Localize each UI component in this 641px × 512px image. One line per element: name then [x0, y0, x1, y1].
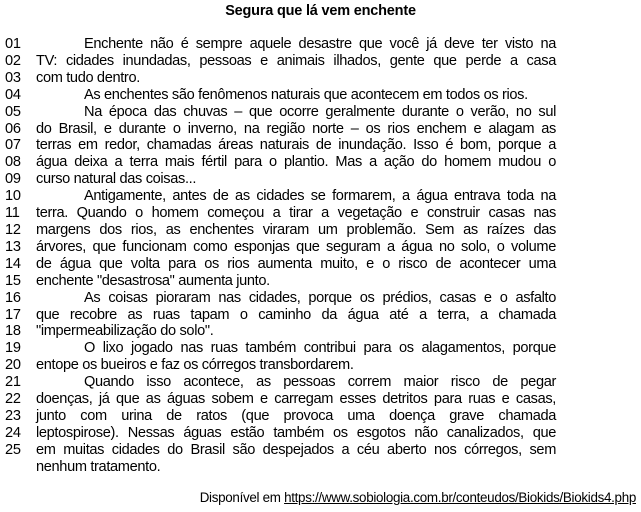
line-text: TV: cidades inundadas, pessoas e animais ilhados, gente que perde a casa	[36, 52, 556, 69]
line-text: terra. Quando o homem começou a tirar a vegetação e construir casas nas	[36, 205, 556, 222]
text-line	[0, 154, 641, 171]
line-number: 09	[5, 171, 21, 188]
line-number: 16	[5, 289, 21, 306]
line-text: O lixo jogado nas ruas também contribui para os alagamentos, porque	[84, 340, 556, 357]
line-number: 21	[5, 374, 21, 391]
text-line	[0, 222, 641, 239]
text-line	[0, 357, 641, 374]
text-line	[0, 374, 641, 391]
line-number: 14	[5, 255, 21, 272]
text-line	[0, 290, 641, 307]
line-number: 03	[5, 69, 21, 86]
line-number: 12	[5, 221, 21, 238]
document-title: Segura que lá vem enchente	[225, 3, 416, 19]
text-line	[0, 442, 641, 459]
line-number: 18	[5, 323, 21, 340]
line-text: terras em redor, chamadas áreas naturais de inundação. Isso é bom, porque a	[36, 137, 556, 154]
line-number: 24	[5, 424, 21, 441]
line-text: As coisas pioraram nas cidades, porque os prédios, casas e o asfalto	[84, 289, 556, 306]
source-link[interactable]: https://www.sobiologia.com.br/conteudos/Biokids/Biokids4.php	[284, 490, 636, 505]
line-text: Antigamente, antes de as cidades se formarem, a água entrava toda na	[84, 188, 556, 205]
text-line	[0, 391, 641, 408]
line-number: 07	[5, 137, 21, 154]
line-number: 22	[5, 391, 21, 408]
text-line	[0, 307, 641, 324]
text-line	[0, 256, 641, 273]
line-number: 23	[5, 407, 21, 424]
line-number: 01	[5, 36, 21, 52]
text-line	[0, 408, 641, 425]
text-line	[0, 323, 641, 340]
text-line	[0, 87, 641, 104]
line-number: 08	[5, 154, 21, 171]
line-text: entope os bueiros e faz os córregos transbordarem.	[36, 357, 354, 374]
text-line	[0, 137, 641, 154]
line-text: do Brasil, e durante o inverno, na região norte – os rios enchem e alagam as	[36, 120, 556, 137]
text-line	[0, 239, 641, 256]
line-text: água deixa a terra mais fértil para o plantio. Mas a ação do homem mudou o	[36, 154, 556, 171]
line-number: 15	[5, 272, 21, 289]
line-number: 05	[5, 103, 21, 120]
line-text: nenhum tratamento.	[36, 458, 161, 475]
line-number: 11	[5, 205, 20, 222]
line-number: 19	[5, 340, 21, 357]
text-line	[0, 104, 641, 121]
line-text: árvores, que funcionam como esponjas que seguram a água no solo, o volume	[36, 238, 556, 255]
line-number: 17	[5, 306, 21, 323]
source-prefix: Disponível em	[199, 490, 285, 505]
line-text: As enchentes são fenômenos naturais que acontecem em todos os rios.	[84, 86, 528, 103]
line-text: doenças, já que as águas sobem e carregam esses detritos para ruas e casas,	[36, 391, 556, 408]
text-line	[0, 340, 641, 357]
line-number: 20	[5, 357, 21, 374]
text-line	[0, 53, 641, 70]
line-text: junto com urina de ratos (que provoca uma doença grave chamada	[36, 407, 556, 424]
line-text: de água que volta para os rios aumenta muito, e o risco de acontecer uma	[36, 255, 556, 272]
text-line	[0, 121, 641, 138]
line-number: 06	[5, 120, 21, 137]
line-text: leptospirose). Nessas águas estão também os esgotos não canalizados, que	[36, 424, 556, 441]
line-text: Quando isso acontece, as pessoas correm maior risco de pegar	[84, 374, 556, 391]
numbered-text-body	[0, 36, 641, 476]
line-text: em muitas cidades do Brasil são despejados a céu aberto nos córregos, sem	[36, 441, 556, 458]
line-number: 10	[5, 188, 21, 205]
line-text: "impermeabilização do solo".	[36, 323, 214, 340]
text-line	[0, 188, 641, 205]
text-line	[0, 171, 641, 188]
line-text: enchente "desastrosa" aumenta junto.	[36, 272, 270, 289]
line-text: margens dos rios, as enchentes viraram um problemão. Sem as raízes das	[36, 221, 556, 238]
line-text: que recobre as ruas tapam o caminho da água até a terra, a chamada	[36, 306, 556, 323]
line-number: 25	[5, 441, 21, 458]
text-line	[0, 70, 641, 87]
line-text: curso natural das coisas...	[36, 171, 197, 188]
text-line	[0, 425, 641, 442]
line-number: 02	[5, 52, 21, 69]
line-text: Enchente não é sempre aquele desastre que você já deve ter visto na	[84, 36, 556, 52]
text-line	[0, 459, 641, 476]
line-text: com tudo dentro.	[36, 69, 140, 86]
text-line	[0, 36, 641, 53]
text-line	[0, 273, 641, 290]
source-citation	[200, 490, 636, 505]
text-line	[0, 205, 641, 222]
line-number: 13	[5, 238, 21, 255]
line-text: Na época das chuvas – que ocorre geralmente durante o verão, no sul	[84, 103, 556, 120]
line-number: 04	[5, 86, 21, 103]
